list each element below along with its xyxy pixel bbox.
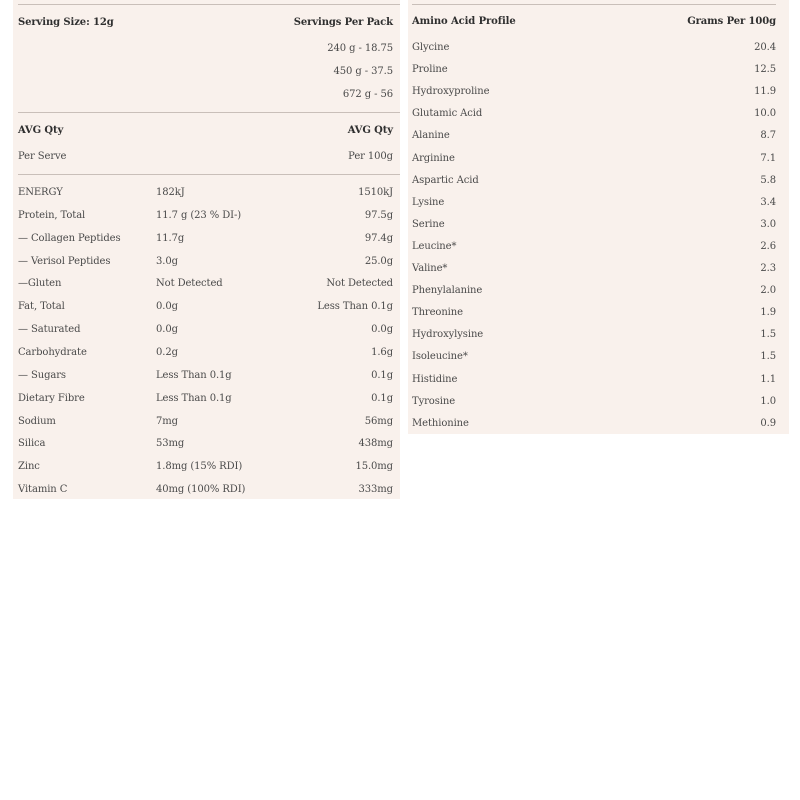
amino-value: 0.9	[760, 418, 776, 429]
per-serve-label: Per Serve	[18, 151, 67, 162]
amino-value: 7.1	[760, 153, 776, 164]
amino-value: 20.4	[754, 42, 776, 53]
amino-value: 1.9	[760, 307, 776, 318]
nutrient-per-100g: 15.0mg	[355, 461, 393, 472]
amino-value: 2.6	[760, 241, 776, 252]
amino-name: Isoleucine*	[412, 351, 468, 362]
avg-qty-label: AVG Qty	[347, 125, 393, 136]
amino-value: 3.4	[760, 197, 776, 208]
nutrient-per-100g: 97.4g	[364, 233, 393, 244]
nutrient-per-100g: 0.0g	[371, 324, 393, 335]
amino-value: 1.5	[760, 329, 776, 340]
nutrient-per-100g: Less Than 0.1g	[317, 301, 393, 312]
top-divider	[412, 4, 776, 5]
amino-value: 2.3	[760, 263, 776, 274]
amino-name: Proline	[412, 64, 448, 75]
per-100g-label: Per 100g	[348, 151, 393, 162]
amino-name: Alanine	[412, 130, 450, 141]
amino-value: 8.7	[760, 130, 776, 141]
nutrient-per-serve: 182kJ	[156, 187, 185, 198]
nutrient-name: — Verisol Peptides	[18, 256, 111, 267]
nutrient-per-100g: 333mg	[358, 484, 393, 495]
header-divider	[18, 174, 400, 175]
amino-name: Histidine	[412, 374, 458, 385]
amino-value: 10.0	[754, 108, 776, 119]
nutrient-per-100g: 0.1g	[371, 370, 393, 381]
amino-value: 12.5	[754, 64, 776, 75]
nutrient-name: Protein, Total	[18, 210, 86, 221]
nutrient-per-serve: 3.0g	[156, 256, 178, 267]
nutrition-panel	[13, 0, 400, 499]
nutrient-per-100g: 438mg	[358, 438, 393, 449]
nutrient-per-serve: 53mg	[156, 438, 185, 449]
nutrient-name: Vitamin C	[18, 484, 68, 495]
nutrient-name: Carbohydrate	[18, 347, 87, 358]
nutrient-name: Fat, Total	[18, 301, 65, 312]
nutrient-per-serve: 7mg	[156, 416, 178, 427]
nutrient-per-serve: 11.7g	[156, 233, 185, 244]
amino-value: 2.0	[760, 285, 776, 296]
nutrient-per-serve: 0.0g	[156, 324, 178, 335]
top-divider	[18, 4, 400, 5]
amino-name: Serine	[412, 219, 445, 230]
nutrient-name: — Collagen Peptides	[18, 233, 121, 244]
amino-name: Aspartic Acid	[412, 175, 479, 186]
nutrient-per-100g: Not Detected	[326, 278, 393, 289]
nutrient-per-serve: 0.0g	[156, 301, 178, 312]
nutrient-per-serve: 40mg (100% RDI)	[156, 484, 246, 495]
servings-divider	[18, 112, 400, 113]
nutrient-per-100g: 0.1g	[371, 393, 393, 404]
nutrient-name: —Gluten	[18, 278, 62, 289]
nutrient-per-serve: Less Than 0.1g	[156, 370, 232, 381]
nutrient-name: — Sugars	[18, 370, 66, 381]
amino-name: Valine*	[412, 263, 448, 274]
amino-value: 11.9	[754, 86, 776, 97]
nutrient-name: Silica	[18, 438, 46, 449]
amino-name: Methionine	[412, 418, 469, 429]
amino-name: Tyrosine	[412, 396, 456, 407]
amino-name: Hydroxyproline	[412, 86, 490, 97]
amino-value: 3.0	[760, 219, 776, 230]
nutrient-per-100g: 97.5g	[364, 210, 393, 221]
nutrient-name: Zinc	[18, 461, 40, 472]
nutrient-name: Sodium	[18, 416, 56, 427]
amino-acid-panel	[408, 0, 789, 434]
servings-value: 240 g - 18.75	[327, 43, 393, 54]
nutrient-per-serve: 1.8mg (15% RDI)	[156, 461, 243, 472]
amino-name: Glutamic Acid	[412, 108, 483, 119]
nutrient-per-serve: 11.7 g (23 % DI-)	[156, 210, 242, 221]
amino-name: Threonine	[412, 307, 463, 318]
amino-value: 1.0	[760, 396, 776, 407]
amino-name: Lysine	[412, 197, 445, 208]
amino-name: Glycine	[412, 42, 450, 53]
amino-name: Phenylalanine	[412, 285, 483, 296]
servings-value: 450 g - 37.5	[333, 66, 393, 77]
amino-name: Leucine*	[412, 241, 457, 252]
amino-header-value: Grams Per 100g	[687, 16, 776, 27]
servings-value: 672 g - 56	[342, 89, 393, 100]
amino-value: 1.1	[760, 374, 776, 385]
servings-per-pack-label: Servings Per Pack	[293, 17, 393, 28]
nutrient-per-serve: Less Than 0.1g	[156, 393, 232, 404]
serving-size: Serving Size: 12g	[18, 17, 114, 28]
nutrient-name: — Saturated	[18, 324, 81, 335]
nutrient-name: Dietary Fibre	[18, 393, 85, 404]
nutrient-per-100g: 1.6g	[371, 347, 393, 358]
avg-qty-label: AVG Qty	[18, 125, 64, 136]
amino-value: 5.8	[760, 175, 776, 186]
nutrient-per-serve: Not Detected	[156, 278, 223, 289]
nutrient-per-100g: 56mg	[364, 416, 393, 427]
nutrient-per-100g: 1510kJ	[358, 187, 393, 198]
amino-name: Arginine	[412, 153, 455, 164]
nutrient-per-serve: 0.2g	[156, 347, 178, 358]
amino-value: 1.5	[760, 351, 776, 362]
amino-header-name: Amino Acid Profile	[412, 16, 516, 27]
nutrient-per-100g: 25.0g	[364, 256, 393, 267]
amino-name: Hydroxylysine	[412, 329, 484, 340]
nutrient-name: ENERGY	[18, 187, 63, 198]
